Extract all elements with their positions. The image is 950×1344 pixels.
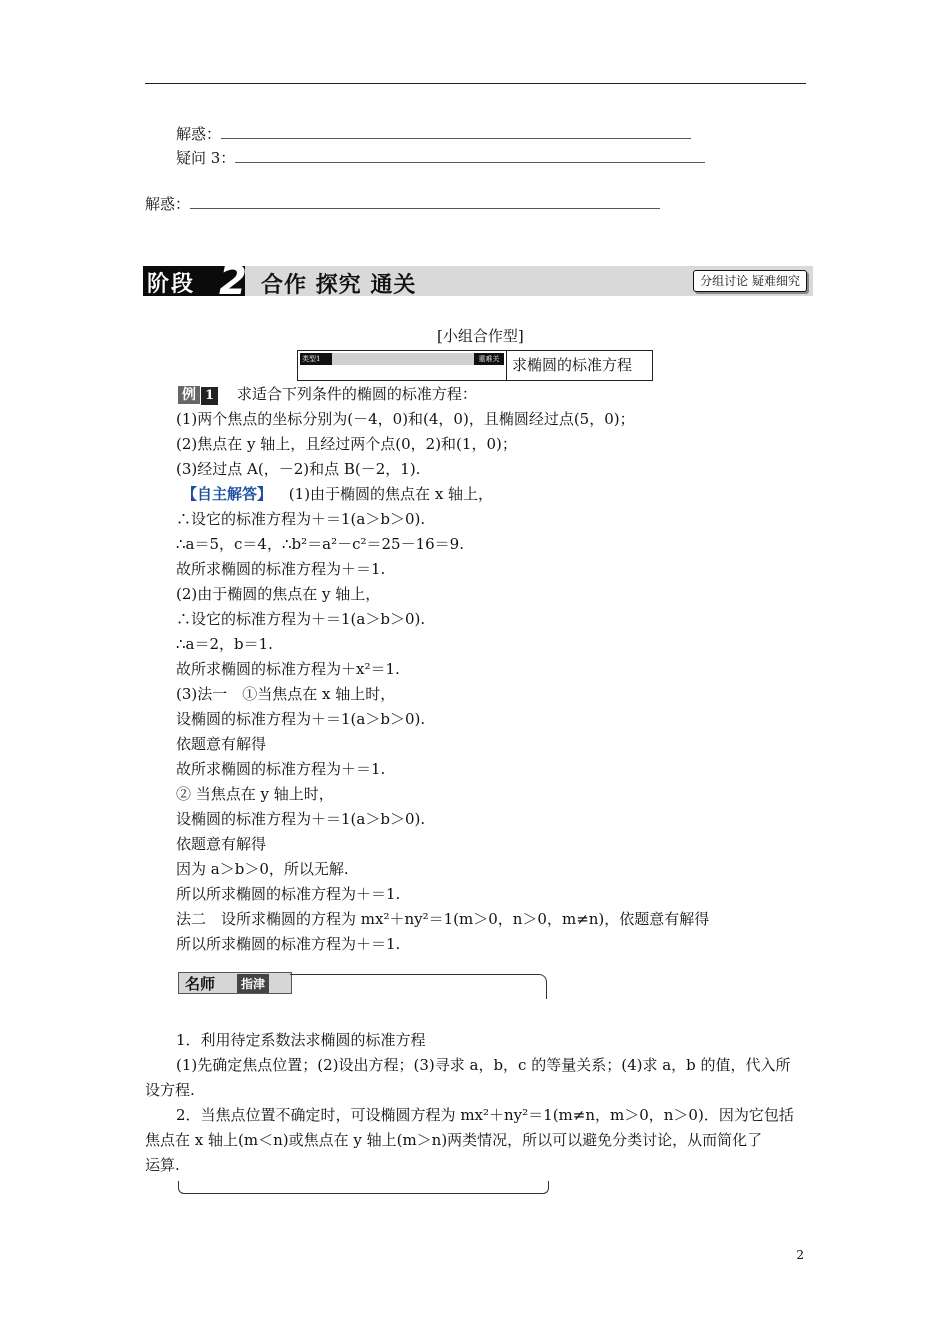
solution-line: (2)由于椭圆的焦点在 y 轴上， (176, 585, 381, 603)
type-label: 类型1 (300, 353, 332, 365)
page-number: 2 (796, 1248, 804, 1262)
example-condition-2: (2)焦点在 y 轴上，且经过两个点(0，2)和(1，0)； (176, 435, 517, 453)
banner-tag: 分组讨论 疑难细究 (693, 270, 807, 292)
example-condition-3: (3)经过点 A(，－2)和点 B(－2，1). (176, 460, 421, 478)
answer-first-line: (1)由于椭圆的焦点在 x 轴上， (288, 485, 494, 503)
type-title: 求椭圆的标准方程 (512, 356, 633, 374)
tip-label (178, 972, 292, 994)
solution-line: ② 当焦点在 y 轴上时， (176, 785, 334, 803)
jiehuo-line-2 (145, 194, 660, 214)
solution-line: ∴a＝2，b＝1. (176, 635, 273, 653)
tip-box-footer (178, 1181, 549, 1194)
tip-box-header (178, 972, 547, 998)
stage-number: 2 (219, 258, 247, 304)
jiehuo-line-1 (176, 124, 691, 144)
example-heading (178, 384, 477, 405)
tip-line: 1．利用待定系数法求椭圆的标准方程 (176, 1031, 426, 1049)
type-label-bar (300, 353, 504, 365)
tip-line: 设方程. (145, 1081, 195, 1099)
tip-line: 2．当焦点位置不确定时，可设椭圆方程为 mx²＋ny²＝1(m≠n，m＞0，n＞0)．因为它包括 (176, 1106, 794, 1124)
answer-blank (190, 194, 660, 209)
solution-line: 法二 设所求椭圆的方程为 mx²＋ny²＝1(m＞0，n＞0，m≠n)，依题意有解得 (176, 910, 710, 928)
yiwen-label: 疑问 3： (176, 149, 236, 167)
banner-title: 合作 探究 通关 (261, 273, 417, 298)
example-number: 1 (201, 387, 218, 405)
group-type-heading: [小组合作型] (437, 327, 524, 345)
solution-line: 故所求椭圆的标准方程为＋＝1. (176, 560, 386, 578)
solution-line: 故所求椭圆的标准方程为＋x²＝1. (176, 660, 400, 678)
type-header (297, 350, 653, 381)
yiwen-line-3 (176, 148, 705, 168)
answer-start (182, 484, 493, 504)
example-badge: 例 (178, 386, 200, 404)
tip-label-main: 名师 (185, 975, 216, 993)
tip-line: 焦点在 x 轴上(m＜n)或焦点在 y 轴上(m＞n)两类情况，所以可以避免分类讨论，从而简化了 (145, 1131, 763, 1149)
question-blank (235, 148, 705, 163)
stage-label: 阶段 (147, 272, 196, 297)
solution-line: 所以所求椭圆的标准方程为＋＝1. (176, 885, 401, 903)
type-divider (506, 351, 507, 380)
tip-label-badge: 指津 (237, 974, 269, 993)
jiehuo-label: 解惑： (176, 125, 222, 143)
solution-line: ∴设它的标准方程为＋＝1(a＞b＞0). (176, 510, 426, 528)
solution-line: 故所求椭圆的标准方程为＋＝1. (176, 760, 386, 778)
example-condition-1: (1)两个焦点的坐标分别为(－4，0)和(4，0)，且椭圆经过点(5，0)； (176, 410, 635, 428)
tip-line: 运算. (145, 1156, 180, 1174)
solution-line: 设椭圆的标准方程为＋＝1(a＞b＞0). (176, 710, 426, 728)
type-tag: 重难关 (474, 353, 504, 365)
top-rule (145, 83, 806, 84)
stage-banner (143, 258, 813, 304)
solution-line: 依题意有解得 (176, 835, 267, 853)
solution-line: ∴a＝5，c＝4，∴b²＝a²－c²＝25－16＝9. (176, 535, 464, 553)
solution-line: 设椭圆的标准方程为＋＝1(a＞b＞0). (176, 810, 426, 828)
tip-line: (1)先确定焦点位置；(2)设出方程；(3)寻求 a，b，c 的等量关系；(4)求 a，b 的值，代入所 (176, 1056, 791, 1074)
answer-label: 【自主解答】 (182, 485, 273, 503)
solution-line: 所以所求椭圆的标准方程为＋＝1. (176, 935, 401, 953)
solution-line: (3)法一 ①当焦点在 x 轴上时， (176, 685, 396, 703)
jiehuo-label: 解惑： (145, 195, 191, 213)
solution-line: 因为 a＞b＞0，所以无解. (176, 860, 349, 878)
example-question: 求适合下列条件的椭圆的标准方程： (236, 385, 477, 403)
banner-stage-block (143, 258, 247, 304)
answer-blank (221, 124, 691, 139)
tip-border-top (290, 974, 547, 999)
solution-line: ∴设它的标准方程为＋＝1(a＞b＞0). (176, 610, 426, 628)
solution-line: 依题意有解得 (176, 735, 267, 753)
